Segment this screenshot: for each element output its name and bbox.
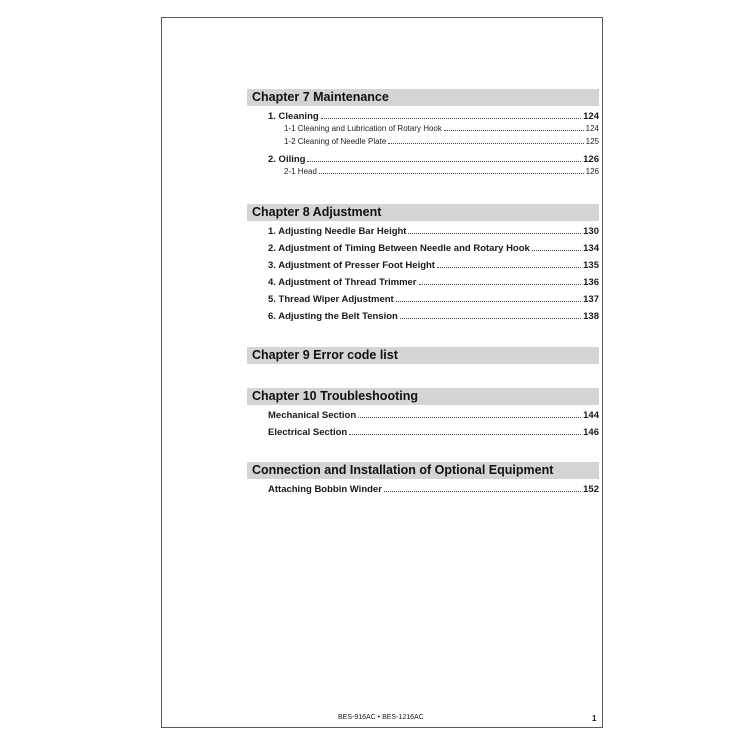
toc-page-number: 144 [583, 410, 599, 421]
dot-leader [444, 130, 584, 131]
dot-leader [396, 301, 581, 302]
toc-entry[interactable] [247, 410, 599, 427]
toc-entry[interactable] [247, 294, 599, 311]
toc-entry-label: Electrical Section [268, 427, 348, 438]
dot-leader [419, 284, 582, 285]
chapter-9-section [247, 347, 599, 364]
toc-entry-label: 6. Adjusting the Belt Tension [268, 311, 398, 322]
toc-entry[interactable] [247, 137, 599, 150]
toc-page-number: 125 [585, 137, 599, 146]
dot-leader [408, 233, 581, 234]
toc-list [247, 484, 599, 501]
toc-page-number: 134 [583, 243, 599, 254]
toc-entry-label: Mechanical Section [268, 410, 357, 421]
toc-entry[interactable] [247, 260, 599, 277]
toc-entry[interactable] [247, 111, 599, 124]
toc-entry[interactable] [247, 124, 599, 137]
toc-page-number: 126 [585, 167, 599, 176]
toc-page-number: 135 [583, 260, 599, 271]
toc-entry-label: 1. Adjusting Needle Bar Height [268, 226, 407, 237]
toc-list [247, 410, 599, 444]
toc-entry[interactable] [247, 226, 599, 243]
toc-entry[interactable] [247, 243, 599, 260]
toc-entry[interactable] [247, 277, 599, 294]
dot-leader [358, 417, 581, 418]
dot-leader [319, 173, 584, 174]
optional-equipment-section [247, 462, 599, 501]
toc-entry[interactable] [247, 484, 599, 501]
toc-page-number: 146 [583, 427, 599, 438]
dot-leader [349, 434, 581, 435]
toc-page-number: 130 [583, 226, 599, 237]
toc-entry[interactable] [247, 427, 599, 444]
toc-entry-label: 5. Thread Wiper Adjustment [268, 294, 394, 305]
toc-entry-label: 1-2 Cleaning of Needle Plate [284, 137, 387, 146]
toc-page-number: 124 [585, 124, 599, 133]
toc-list [247, 226, 599, 328]
chapter-8-section [247, 204, 599, 328]
chapter-7-section [247, 89, 599, 180]
dot-leader [307, 161, 581, 162]
dot-leader [384, 491, 581, 492]
dot-leader [321, 118, 581, 119]
toc-page-number: 152 [583, 484, 599, 495]
toc-page-number: 138 [583, 311, 599, 322]
chapter-10-section [247, 388, 599, 444]
dot-leader [437, 267, 581, 268]
chapter-heading: Connection and Installation of Optional Equipment [247, 462, 599, 479]
toc-list [247, 111, 599, 180]
toc-entry-label: 1-1 Cleaning and Lubrication of Rotary Hook [284, 124, 442, 133]
toc-page-number: 137 [583, 294, 599, 305]
footer-model-names: BES-916AC • BES-1216AC [338, 714, 424, 721]
toc-entry-label: 4. Adjustment of Thread Trimmer [268, 277, 417, 288]
footer-page-number: 1 [592, 714, 597, 723]
document-page [161, 17, 603, 728]
toc-entry[interactable] [247, 167, 599, 180]
chapter-heading: Chapter 10 Troubleshooting [247, 388, 599, 405]
chapter-heading: Chapter 8 Adjustment [247, 204, 599, 221]
toc-page-number: 136 [583, 277, 599, 288]
toc-page-number: 126 [583, 154, 599, 165]
toc-entry-label: 1. Cleaning [268, 111, 319, 122]
toc-entry-label: 2. Oiling [268, 154, 306, 165]
toc-entry-label: Attaching Bobbin Winder [268, 484, 382, 495]
toc-entry-label: 2-1 Head [284, 167, 317, 176]
toc-entry-label: 2. Adjustment of Timing Between Needle and Rotary Hook [268, 243, 530, 254]
chapter-heading: Chapter 7 Maintenance [247, 89, 599, 106]
toc-entry-label: 3. Adjustment of Presser Foot Height [268, 260, 435, 271]
dot-leader [532, 250, 581, 251]
toc-entry[interactable] [247, 154, 599, 167]
dot-leader [400, 318, 581, 319]
chapter-heading: Chapter 9 Error code list [247, 347, 599, 364]
toc-entry[interactable] [247, 311, 599, 328]
dot-leader [388, 143, 583, 144]
toc-page-number: 124 [583, 111, 599, 122]
